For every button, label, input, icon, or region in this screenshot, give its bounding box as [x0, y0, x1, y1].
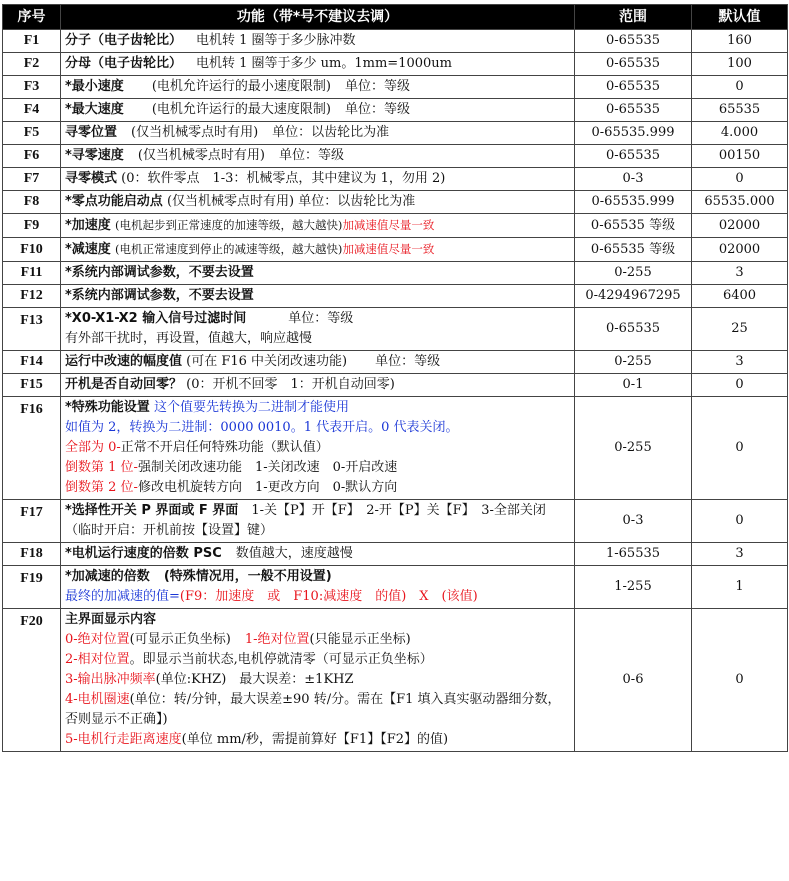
param-function: [61, 351, 575, 374]
param-function: [61, 397, 575, 500]
param-desc: (电机正常速度到停止的减速等级，越大越快): [114, 242, 343, 256]
param-desc: (仅当机械零点时有用): [137, 148, 265, 163]
param-title: *系统内部调试参数，不要去设置: [65, 288, 254, 303]
param-option-text: 修改电机旋转方向 1-更改方向 0-默认方向: [137, 480, 398, 495]
param-function: [61, 145, 575, 168]
param-range: 0-65535: [575, 99, 692, 122]
param-title: *电机运行速度的倍数 PSC: [65, 546, 222, 561]
param-default: 160: [692, 30, 788, 53]
param-title: 寻零位置: [65, 125, 118, 140]
param-default: 1: [692, 566, 788, 609]
param-function: [61, 191, 575, 214]
param-range: 0-65535: [575, 76, 692, 99]
param-option-text: (单位 mm/秒，需提前算好【F1】【F2】的值): [181, 732, 449, 747]
param-option-text: 。即显示当前状态,电机停就清零（可显示正负坐标）: [129, 652, 433, 667]
table-header-row: [3, 5, 788, 30]
param-function: [61, 122, 575, 145]
param-code: F14: [3, 351, 61, 374]
param-function: [61, 374, 575, 397]
param-default: 6400: [692, 285, 788, 308]
param-default: 0: [692, 500, 788, 543]
table-row: [3, 99, 788, 122]
param-range: 1-255: [575, 566, 692, 609]
parameter-table: [2, 4, 788, 752]
param-title: *最小速度: [65, 79, 124, 94]
param-default: 65535.000: [692, 191, 788, 214]
param-formula-label: 最终的加减速的值=: [65, 589, 180, 604]
table-row: [3, 566, 788, 609]
param-default: 3: [692, 351, 788, 374]
param-code: F20: [3, 609, 61, 752]
param-option-text: (可显示正负坐标): [129, 632, 231, 647]
param-default: 3: [692, 262, 788, 285]
param-code: F8: [3, 191, 61, 214]
param-desc: 数值越大，速度越慢: [235, 546, 353, 561]
param-title: *减速度: [65, 242, 111, 257]
table-row: [3, 285, 788, 308]
param-range: 0-1: [575, 374, 692, 397]
header-function: 功能（带*号不建议去调）: [61, 5, 575, 30]
param-title: *加减速的倍数: [65, 569, 150, 584]
param-option-text: (只能显示正坐标): [309, 632, 411, 647]
table-row: [3, 374, 788, 397]
param-desc: 电机转 1 圈等于多少 um。1mm=1000um: [196, 56, 452, 71]
param-unit: 单位：等级: [344, 79, 410, 94]
param-function: [61, 262, 575, 285]
param-function: [61, 238, 575, 262]
param-unit: 单位：以齿轮比为准: [298, 194, 416, 209]
param-title: 运行中改速的幅度值: [65, 354, 183, 369]
param-function: [61, 566, 575, 609]
param-range: 0-3: [575, 500, 692, 543]
param-unit: 单位：以齿轮比为准: [272, 125, 390, 140]
param-option-key: 2-相对位置: [65, 652, 130, 667]
param-title: *加速度: [65, 218, 111, 233]
param-code: F6: [3, 145, 61, 168]
param-function: [61, 53, 575, 76]
param-default: 0: [692, 374, 788, 397]
param-default: 3: [692, 543, 788, 566]
param-desc: (可在 F16 中关闭改速功能): [186, 354, 348, 369]
param-unit: 单位：等级: [288, 311, 354, 326]
param-title: *X0-X1-X2 输入信号过滤时间: [65, 311, 247, 326]
param-code: F4: [3, 99, 61, 122]
header-seq: 序号: [3, 5, 61, 30]
table-row: [3, 145, 788, 168]
param-code: F7: [3, 168, 61, 191]
param-option-key: 3-输出脉冲频率: [65, 672, 156, 687]
param-desc: (仅当机械零点时有用): [131, 125, 259, 140]
param-desc: 1-关【P】开【F】 2-开【P】关【F】 3-全部关闭（临时开启：开机前按【设置】键）: [65, 503, 546, 538]
param-code: F16: [3, 397, 61, 500]
param-desc: 电机转 1 圈等于多少脉冲数: [196, 33, 356, 48]
param-range: 0-6: [575, 609, 692, 752]
param-range: 0-65535: [575, 30, 692, 53]
param-unit: 单位：等级: [344, 102, 410, 117]
table-row: [3, 30, 788, 53]
table-row: [3, 500, 788, 543]
param-desc: (仅当机械零点时有用): [166, 194, 295, 209]
param-code: F3: [3, 76, 61, 99]
table-row: [3, 609, 788, 752]
param-code: F2: [3, 53, 61, 76]
param-option-text: (单位：转/分钟，最大误差±90 转/分。需在【F1 填入真实驱动器细分数，否则显示不正确】): [65, 692, 561, 727]
param-range: 0-65535: [575, 145, 692, 168]
table-row: [3, 351, 788, 374]
param-option-text: (单位:KHZ) 最大误差：±1KHZ: [155, 672, 354, 687]
table-row: [3, 168, 788, 191]
param-function: [61, 168, 575, 191]
param-unit: 单位：等级: [278, 148, 344, 163]
param-range: 1-65535: [575, 543, 692, 566]
param-default: 0: [692, 397, 788, 500]
param-range: 0-65535 等级: [575, 238, 692, 262]
param-range: 0-255: [575, 262, 692, 285]
param-function: [61, 500, 575, 543]
header-range: 范围: [575, 5, 692, 30]
param-function: [61, 285, 575, 308]
param-function: [61, 99, 575, 122]
param-default: 0: [692, 168, 788, 191]
param-unit: 单位：等级: [375, 354, 441, 369]
param-formula: (F9：加速度 或 F10:减速度 的值) X (该值): [179, 589, 478, 604]
header-default: 默认值: [692, 5, 788, 30]
param-range: 0-4294967295: [575, 285, 692, 308]
param-desc: 这个值要先转换为二进制才能使用: [153, 400, 349, 415]
table-row: [3, 238, 788, 262]
param-desc: 有外部干扰时，再设置，值越大，响应越慢: [65, 331, 313, 346]
param-desc: (0：开机不回零 1：开机自动回零): [186, 377, 395, 392]
param-option-key: 倒数第 1 位-: [65, 460, 138, 475]
param-default: 0: [692, 609, 788, 752]
param-range: 0-3: [575, 168, 692, 191]
param-default: 100: [692, 53, 788, 76]
param-range: 0-65535: [575, 53, 692, 76]
param-default: 0: [692, 76, 788, 99]
param-code: F15: [3, 374, 61, 397]
param-option-key: 4-电机圈速: [65, 692, 130, 707]
param-option-key: 倒数第 2 位-: [65, 480, 138, 495]
param-code: F19: [3, 566, 61, 609]
param-desc: (电机允许运行的最大速度限制): [151, 102, 331, 117]
param-desc: (电机允许运行的最小速度限制): [151, 79, 331, 94]
table-row: [3, 191, 788, 214]
param-range: 0-65535.999: [575, 191, 692, 214]
param-default: 4.000: [692, 122, 788, 145]
table-row: [3, 262, 788, 285]
param-desc: (0：软件零点 1-3：机械零点，其中建议为 1，勿用 2): [121, 171, 446, 186]
param-code: F5: [3, 122, 61, 145]
param-default: 00150: [692, 145, 788, 168]
param-function: [61, 308, 575, 351]
param-range: 0-65535.999: [575, 122, 692, 145]
param-title: *选择性开关 P 界面或 F 界面: [65, 503, 239, 518]
param-code: F18: [3, 543, 61, 566]
param-default: 02000: [692, 238, 788, 262]
param-note: 加减速值尽量一致: [342, 218, 435, 232]
table-row: [3, 53, 788, 76]
table-row: [3, 122, 788, 145]
param-option-key: 5-电机行走距离速度: [65, 732, 182, 747]
param-code: F1: [3, 30, 61, 53]
param-function: [61, 76, 575, 99]
table-row: [3, 397, 788, 500]
param-title: *特殊功能设置: [65, 400, 150, 415]
param-code: F10: [3, 238, 61, 262]
param-title: 分母（电子齿轮比）: [65, 56, 183, 71]
param-title: *最大速度: [65, 102, 124, 117]
param-code: F17: [3, 500, 61, 543]
param-title: *系统内部调试参数，不要去设置: [65, 265, 254, 280]
param-range: 0-65535: [575, 308, 692, 351]
table-row: [3, 543, 788, 566]
param-title: 主界面显示内容: [65, 612, 157, 627]
param-code: F9: [3, 214, 61, 238]
param-code: F12: [3, 285, 61, 308]
param-option-text: 强制关闭改速功能 1-关闭改速 0-开启改速: [137, 460, 398, 475]
param-option-key: 全部为 0-: [65, 440, 121, 455]
param-default: 65535: [692, 99, 788, 122]
param-function: [61, 543, 575, 566]
param-option-key: 1-绝对位置: [244, 632, 310, 647]
param-title: *寻零速度: [65, 148, 124, 163]
table-row: [3, 214, 788, 238]
param-title: 寻零模式: [65, 171, 118, 186]
param-function: [61, 30, 575, 53]
table-row: [3, 308, 788, 351]
param-note: 加减速值尽量一致: [342, 242, 435, 256]
param-desc: (电机起步到正常速度的加速等级，越大越快): [114, 218, 343, 232]
param-function: [61, 609, 575, 752]
param-code: F13: [3, 308, 61, 351]
param-range: 0-255: [575, 397, 692, 500]
param-range: 0-255: [575, 351, 692, 374]
param-desc: (特殊情况用，一般不用设置): [163, 569, 332, 584]
param-detail: 如值为 2，转换为二进制：0000 0010。1 代表开启。0 代表关闭。: [65, 420, 459, 435]
param-default: 02000: [692, 214, 788, 238]
param-title: 分子（电子齿轮比）: [65, 33, 183, 48]
param-option-key: 0-绝对位置: [65, 632, 130, 647]
param-option-text: 正常不开启任何特殊功能（默认值）: [120, 440, 329, 455]
param-function: [61, 214, 575, 238]
param-range: 0-65535 等级: [575, 214, 692, 238]
param-code: F11: [3, 262, 61, 285]
param-default: 25: [692, 308, 788, 351]
param-title: 开机是否自动回零？: [65, 377, 183, 392]
table-row: [3, 76, 788, 99]
param-title: *零点功能启动点: [65, 194, 163, 209]
